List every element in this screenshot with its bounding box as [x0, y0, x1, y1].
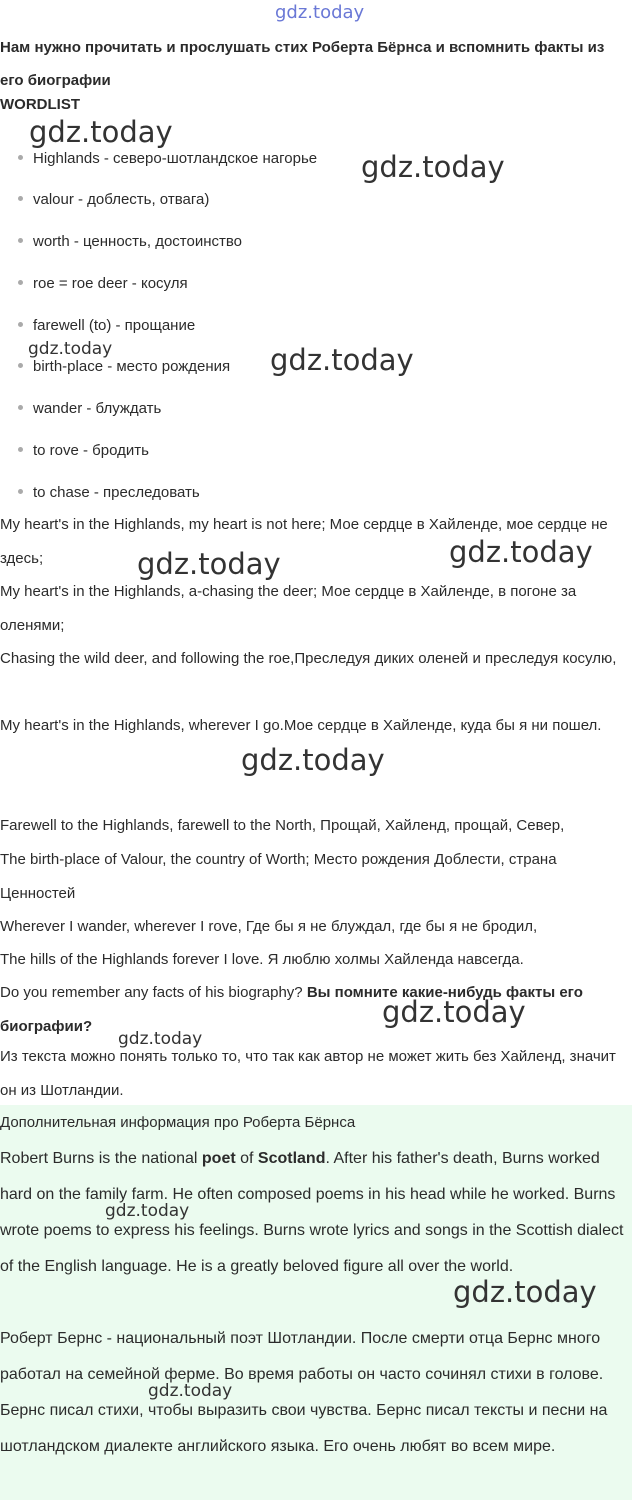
watermark: gdz.today [29, 115, 173, 149]
list-item: worth - ценность, достоинство [18, 233, 242, 250]
list-item: wander - блуждать [18, 400, 161, 417]
poem-line: Farewell to the Highlands, farewell to the North, Прощай, Хайленд, прощай, Север, [0, 817, 565, 834]
question-ru: Вы помните какие-нибудь факты его биографии? [0, 984, 583, 1035]
bullet-icon [18, 447, 23, 452]
poem-line: Wherever I wander, wherever I rove, Где бы я не блуждал, где бы я не бродил, [0, 918, 538, 935]
watermark: gdz.today [148, 1381, 233, 1401]
extra-en: Robert Burns is the national poet of Scotland. After his father's death, Burns worked hard on the family farm. He often composed poems in his head while he worked. Burns wrote poems to express his feelings. Burns wrote lyrics and songs in the Scottish dialect of the English language. He is a greatly beloved figure all over the world. [0, 1150, 624, 1275]
question [0, 976, 628, 1043]
list-item: roe = roe deer - косуля [18, 275, 188, 292]
watermark: gdz.today [28, 339, 113, 359]
watermark: gdz.today [137, 547, 281, 581]
bullet-icon [18, 489, 23, 494]
page-heading: Нам нужно прочитать и прослушать стих Роберта Бёрнса и вспомнить факты из его биографии [0, 39, 605, 89]
bullet-icon [18, 238, 23, 243]
answer: Из текста можно понять только то, что так как автор не может жить без Хайленд, значит он из Шотландии. [0, 1048, 616, 1099]
list-item: to rove - бродить [18, 442, 149, 459]
poem-line: Chasing the wild deer, and following the roe,Преследуя диких оленей и преследуя косулю, [0, 650, 617, 667]
watermark: gdz.today [105, 1201, 190, 1221]
bullet-icon [18, 196, 23, 201]
list-item: birth-place - место рождения [18, 358, 230, 375]
bold-scotland: Scotland [257, 1150, 326, 1167]
bullet-icon [18, 405, 23, 410]
poem-line: The birth-place of Valour, the country of Worth; Место рождения Доблести, страна Ценностей [0, 851, 557, 902]
bullet-icon [18, 363, 23, 368]
watermark: gdz.today [275, 2, 365, 23]
poem-line: The hills of the Highlands forever I love. Я люблю холмы Хайленда навсегда. [0, 951, 524, 968]
poem-line: My heart's in the Highlands, my heart is not here; Мое сердце в Хайленде, мое сердце не здесь; [0, 516, 608, 567]
watermark: gdz.today [449, 535, 593, 569]
bullet-icon [18, 155, 23, 160]
wordlist-title: WORDLIST [0, 96, 80, 113]
list-item: Highlands - северо-шотландское нагорье [18, 150, 317, 167]
bullet-icon [18, 280, 23, 285]
list-item: valour - доблесть, отвага) [18, 191, 209, 208]
bullet-icon [18, 322, 23, 327]
extra-ru: Роберт Бернс - национальный поэт Шотландии. После смерти отца Бернс много работал на семейной ферме. Во время работы он часто сочинял стихи в голове. Бернс писал стихи, чтобы выразить свои чувства. Бернс писал тексты и песни на шотландском диалекте английского языка. Его очень любят во всем мире. [0, 1330, 608, 1455]
bold-poet: poet [201, 1150, 236, 1167]
poem-line: My heart's in the Highlands, wherever I go.Мое сердце в Хайленде, куда бы я ни пошел. [0, 717, 602, 734]
watermark: gdz.today [270, 343, 414, 377]
watermark: gdz.today [241, 743, 385, 777]
watermark: gdz.today [361, 150, 505, 184]
watermark: gdz.today [382, 995, 526, 1029]
extra-title: Дополнительная информация про Роберта Бёрнса [0, 1114, 356, 1131]
list-item: to chase - преследовать [18, 484, 200, 501]
watermark: gdz.today [118, 1029, 203, 1049]
watermark: gdz.today [453, 1275, 597, 1309]
question-en: Do you remember any facts of his biography? [0, 984, 303, 1001]
list-item: farewell (to) - прощание [18, 317, 195, 334]
poem-line: My heart's in the Highlands, a-chasing the deer; Мое сердце в Хайленде, в погоне за оленями; [0, 583, 577, 634]
